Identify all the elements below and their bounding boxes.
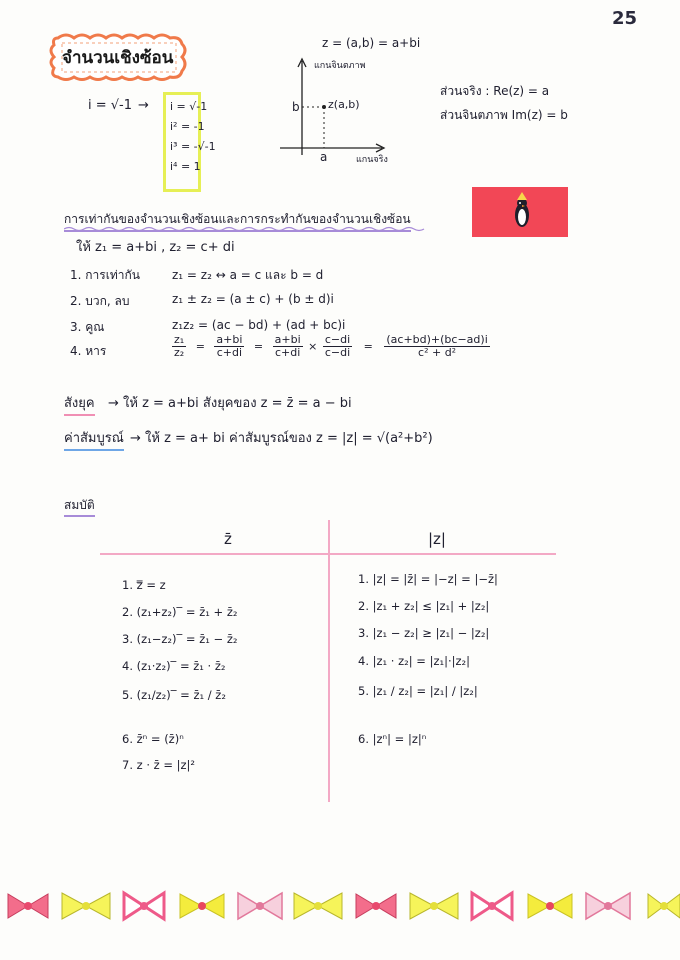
bow-icon	[180, 894, 224, 918]
frac-a-bi-2: $\frac{a+bi}{c+di}$	[274, 333, 301, 359]
i-definition: i = √-1	[88, 98, 133, 113]
op-name-add-sub: 2. บวก, ลบ	[70, 294, 130, 308]
b-label: b	[292, 100, 300, 114]
a-label: a	[320, 150, 328, 164]
conj-property-4: 4. (z₁·z₂)‾ = z̄₁ · z̄₂	[122, 659, 226, 673]
op-name-divide: 4. หาร	[70, 344, 107, 358]
bow-icon	[472, 893, 512, 919]
wavy-underline	[64, 226, 434, 232]
given-values: ให้ z₁ = a+bi , z₂ = c+ di	[76, 240, 235, 255]
conj-property-7: 7. z · z̄ = |z|²	[122, 758, 196, 772]
frac-conjugate: $\frac{c-di}{c-di}$	[324, 333, 351, 359]
frac-z1-z2: $\frac{\text{z₁}}{\text{z₂}}$	[174, 333, 185, 359]
column-head-conjugate: z̄	[224, 530, 232, 548]
i-power-4: i⁴ = 1	[170, 160, 201, 173]
op-expr-multiply: z₁z₂ = (ac − bd) + (ad + bc)i	[172, 318, 346, 332]
mod-property-3: 3. |z₁ − z₂| ≥ |z₁| − |z₂|	[358, 626, 490, 640]
y-axis-label: แกนจินตภาพ	[314, 61, 366, 71]
bow-icon	[648, 894, 680, 918]
mod-property-6: 6. |zⁿ| = |z|ⁿ	[358, 732, 427, 746]
op-expr-add-sub: z₁ ± z₂ = (a ± c) + (b ± d)i	[172, 292, 334, 306]
bow-icon	[294, 893, 342, 919]
i-powers-box	[163, 92, 216, 192]
bow-border	[0, 880, 680, 932]
arrow-right-icon: →	[138, 98, 149, 113]
i-power-3: i³ = -√-1	[170, 140, 216, 153]
x-axis-label: แกนจริง	[356, 155, 388, 165]
bow-icon	[8, 894, 48, 918]
bow-icon	[586, 893, 630, 919]
i-power-2: i² = -1	[170, 120, 205, 133]
conj-property-6: 6. z̄ⁿ = (z̄)ⁿ	[122, 732, 184, 746]
penguin-sticker	[472, 187, 568, 237]
op-expr-equality: z₁ = z₂ ↔ a = c และ b = d	[172, 268, 324, 282]
op-name-multiply: 3. คูณ	[70, 320, 105, 334]
point-label: z(a,b)	[328, 98, 360, 111]
mod-property-5: 5. |z₁ / z₂| = |z₁| / |z₂|	[358, 684, 478, 698]
page-title: จำนวนเชิงซ้อน	[62, 48, 174, 68]
op-name-equality: 1. การเท่ากัน	[70, 268, 140, 282]
frac-a-bi: $\frac{a+bi}{c+di}$	[216, 333, 243, 359]
operations-heading: การเท่ากันของจำนวนเชิงซ้อนและการกระทำกันของจำนวนเชิงซ้อน	[64, 210, 411, 232]
division-formula: $\frac{\text{z₁}}{\text{z₂}}$ = $\frac{a+bi}{c+di}$ = $\frac{a+bi}{c+di}$ × $\frac{c-di}{c-di}$ = $\frac{(ac+bd)+(bc-ad)i}{\text{c² + d²}}$	[174, 333, 488, 359]
mod-property-2: 2. |z₁ + z₂| ≤ |z₁| + |z₂|	[358, 599, 490, 613]
penguin-icon	[472, 187, 568, 237]
mod-property-1: 1. |z| = |z̄| = |−z| = |−z̄|	[358, 572, 498, 586]
column-head-modulus: |z|	[428, 530, 446, 548]
conjugate-label: สังยุค	[64, 392, 95, 416]
bow-icon	[238, 893, 282, 919]
frac-result: $\frac{(ac+bd)+(bc-ad)i}{\text{c² + d²}}$	[386, 333, 488, 359]
conjugate-text: → ให้ z = a+bi สังยุคของ z = z̄ = a − bi	[108, 396, 352, 411]
absolute-label: ค่าสัมบูรณ์	[64, 427, 124, 451]
conj-property-2: 2. (z₁+z₂)‾ = z̄₁ + z̄₂	[122, 605, 238, 619]
i-power-1: i = √-1	[170, 100, 208, 113]
imag-part: ส่วนจินตภาพ Im(z) = b	[440, 108, 568, 122]
bow-icon	[528, 894, 572, 918]
conj-property-1: 1. z̿ = z	[122, 578, 166, 592]
conj-property-3: 3. (z₁−z₂)‾ = z̄₁ − z̄₂	[122, 632, 238, 646]
bow-icon	[124, 893, 164, 919]
bow-icon	[356, 894, 396, 918]
plane-formula: z = (a,b) = a+bi	[322, 36, 421, 50]
properties-heading: สมบัติ	[64, 496, 95, 517]
conj-property-5: 5. (z₁/z₂)‾ = z̄₁ / z̄₂	[122, 688, 226, 702]
real-part: ส่วนจริง : Re(z) = a	[440, 84, 550, 98]
point-z	[322, 105, 326, 109]
bow-icon	[410, 893, 458, 919]
bow-icon	[62, 893, 110, 919]
page-number: 25	[612, 8, 638, 29]
mod-property-4: 4. |z₁ · z₂| = |z₁|·|z₂|	[358, 654, 471, 668]
absolute-text: → ให้ z = a+ bi ค่าสัมบูรณ์ของ z = |z| = √(a²+b²)	[130, 431, 433, 446]
table-vertical-line	[328, 520, 330, 802]
